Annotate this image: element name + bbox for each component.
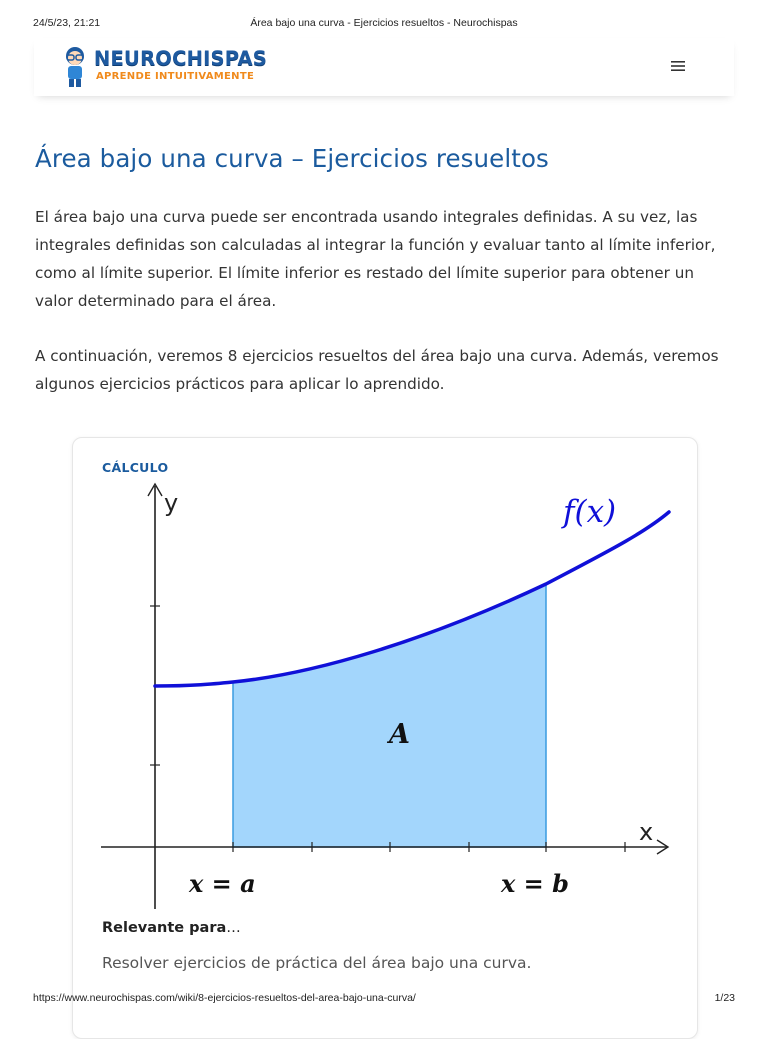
site-logo[interactable] [62, 46, 302, 90]
print-url: https://www.neurochispas.com/wiki/8-ejercicios-resueltos-del-area-bajo-una-curva/ [33, 992, 416, 1004]
lower-limit-label: x = a [189, 869, 256, 898]
print-footer [0, 992, 768, 1008]
mascot-icon [62, 46, 88, 88]
y-axis-label: y [164, 489, 179, 517]
topic-card[interactable] [72, 437, 698, 1039]
print-page-number: 1/23 [714, 992, 735, 1004]
print-title: Área bajo una curva - Ejercicios resueltos - Neurochispas [250, 17, 518, 29]
card-description: Resolver ejercicios de práctica del área bajo una curva. [102, 954, 532, 972]
print-header [0, 17, 768, 33]
relevant-label: Relevante para [102, 920, 227, 936]
site-header [34, 38, 734, 96]
relevant-ellipsis: … [226, 920, 241, 936]
intro-paragraph: El área bajo una curva puede ser encontrada usando integrales definidas. A su vez, las integrales definidas son calculadas al integrar la función y evaluar tanto al límite inferior, como al límite superior. El límite inferior es restado del límite superior para obtener un valor determinado para el área. [35, 208, 716, 310]
x-axis-label: x [639, 818, 654, 846]
relevant-for [102, 920, 241, 936]
shaded-area [233, 584, 546, 847]
page-title: Área bajo una curva – Ejercicios resueltos [35, 144, 549, 173]
logo-name: NEUROCHISPAS [94, 47, 268, 70]
upper-limit-label: x = b [501, 869, 569, 898]
logo-tagline: APRENDE INTUITIVAMENTE [96, 71, 255, 82]
area-under-curve-figure [73, 474, 697, 914]
hamburger-menu-icon[interactable] [668, 56, 688, 76]
print-date: 24/5/23, 21:21 [33, 17, 101, 29]
area-label: A [389, 719, 410, 750]
overview-paragraph: A continuación, veremos 8 ejercicios resueltos del área bajo una curva. Además, veremos algunos ejercicios prácticos para aplicar lo aprendido. [35, 347, 719, 393]
card-category[interactable]: CÁLCULO [102, 460, 169, 475]
function-label: f(x) [563, 494, 617, 530]
